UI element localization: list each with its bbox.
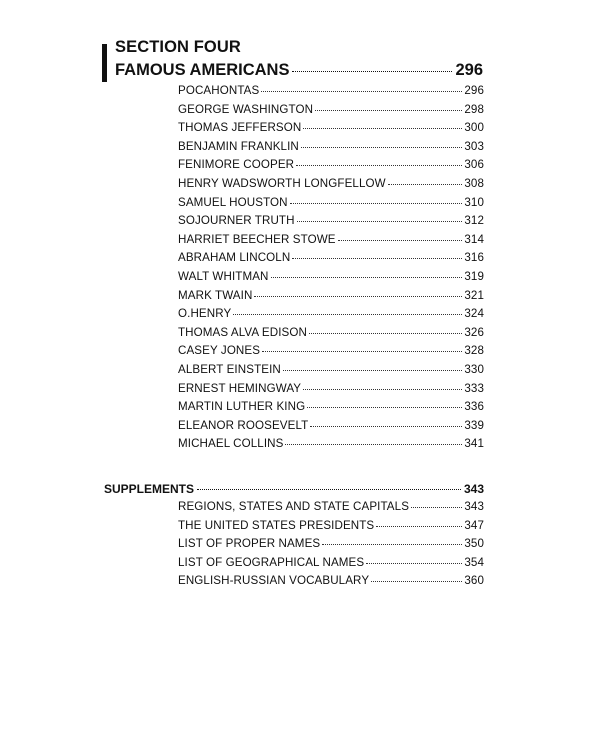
toc-entry[interactable] (178, 537, 484, 556)
famous-americans-list (178, 84, 484, 456)
dot-leader (261, 91, 462, 92)
toc-entry[interactable] (178, 251, 484, 270)
toc-entry-page-number: 312 (464, 214, 484, 228)
dot-leader (303, 389, 462, 390)
toc-entry-page-number: 341 (464, 437, 484, 451)
section-marker-bar (102, 44, 107, 82)
toc-entry[interactable] (178, 437, 484, 456)
toc-entry-page-number: 330 (464, 362, 484, 376)
toc-entry[interactable] (178, 400, 484, 419)
dot-leader (376, 526, 462, 527)
toc-entry[interactable] (178, 196, 484, 215)
toc-entry-title: MICHAEL COLLINS (178, 437, 284, 451)
section-page-number: 296 (455, 61, 483, 79)
toc-entry-title: ALBERT EINSTEIN (178, 362, 281, 376)
toc-entry-page-number: 360 (464, 574, 484, 588)
toc-entry-title: LIST OF GEOGRAPHICAL NAMES (178, 555, 365, 569)
dot-leader (307, 407, 462, 408)
toc-entry[interactable] (178, 140, 484, 159)
toc-entry-title: ERNEST HEMINGWAY (178, 381, 302, 395)
dot-leader (371, 581, 462, 582)
toc-entry-page-number: 339 (464, 418, 484, 432)
section-heading-row[interactable] (115, 61, 483, 80)
toc-entry-title: SOJOURNER TRUTH (178, 214, 295, 228)
supplements-list (178, 500, 484, 593)
toc-entry-page-number: 336 (464, 400, 484, 414)
toc-entry-page-number: 310 (464, 195, 484, 209)
toc-entry-title: O.HENRY (178, 307, 232, 321)
toc-entry[interactable] (178, 363, 484, 382)
toc-entry-page-number: 343 (464, 500, 484, 513)
toc-entry-page-number: 303 (464, 139, 484, 153)
toc-entry-page-number: 328 (464, 344, 484, 358)
dot-leader (262, 351, 462, 352)
section-label: SECTION FOUR (115, 38, 241, 56)
toc-entry-title: MARTIN LUTHER KING (178, 400, 306, 414)
dot-leader (310, 426, 462, 427)
dot-leader (315, 110, 462, 111)
supplements-title: SUPPLEMENTS (104, 482, 195, 496)
toc-entry-title: MARK TWAIN (178, 288, 253, 302)
toc-entry[interactable] (178, 289, 484, 308)
supplements-page-number: 343 (463, 482, 484, 496)
dot-leader (338, 240, 463, 241)
toc-entry-page-number: 308 (464, 176, 484, 190)
dot-leader (411, 507, 462, 508)
toc-entry[interactable] (178, 270, 484, 289)
dot-leader (283, 370, 462, 371)
toc-entry-title: THE UNITED STATES PRESIDENTS (178, 518, 375, 532)
dot-leader (285, 444, 462, 445)
toc-entry[interactable] (178, 556, 484, 575)
dot-leader (233, 314, 462, 315)
toc-entry-title: GEORGE WASHINGTON (178, 102, 314, 116)
toc-entry-title: WALT WHITMAN (178, 269, 269, 283)
toc-entry[interactable] (178, 307, 484, 326)
dot-leader (301, 147, 462, 148)
dot-leader (297, 221, 463, 222)
toc-entry[interactable] (178, 344, 484, 363)
dot-leader (303, 128, 462, 129)
toc-entry-page-number: 316 (464, 251, 484, 265)
toc-entry[interactable] (178, 574, 484, 593)
toc-entry-page-number: 354 (464, 555, 484, 569)
dot-leader (290, 203, 463, 204)
toc-entry-page-number: 298 (464, 102, 484, 116)
toc-entry-title: POCAHONTAS (178, 84, 260, 97)
dot-leader (271, 277, 463, 278)
toc-entry-title: LIST OF PROPER NAMES (178, 537, 321, 551)
toc-entry-page-number: 306 (464, 158, 484, 172)
supplements-heading-row[interactable] (104, 482, 484, 496)
dot-leader (292, 258, 462, 259)
section-title: FAMOUS AMERICANS (115, 61, 290, 79)
toc-entry[interactable] (178, 177, 484, 196)
toc-entry[interactable] (178, 519, 484, 538)
toc-entry-title: THOMAS ALVA EDISON (178, 325, 307, 339)
toc-entry-title: HARRIET BEECHER STOWE (178, 232, 336, 246)
toc-entry[interactable] (178, 103, 484, 122)
toc-entry-title: BENJAMIN FRANKLIN (178, 139, 299, 153)
toc-entry[interactable] (178, 214, 484, 233)
toc-entry-title: ABRAHAM LINCOLN (178, 251, 291, 265)
toc-entry[interactable] (178, 233, 484, 252)
toc-entry-title: ELEANOR ROOSEVELT (178, 418, 309, 432)
toc-entry-page-number: 350 (464, 537, 484, 551)
toc-entry-page-number: 321 (464, 288, 484, 302)
toc-entry-title: ENGLISH-RUSSIAN VOCABULARY (178, 574, 370, 588)
toc-entry-title: REGIONS, STATES AND STATE CAPITALS (178, 500, 410, 513)
toc-entry-page-number: 326 (464, 325, 484, 339)
toc-entry-page-number: 296 (464, 84, 484, 97)
dot-leader (322, 544, 462, 545)
dot-leader (254, 296, 462, 297)
dot-leader (292, 71, 452, 72)
toc-entry-page-number: 333 (464, 381, 484, 395)
toc-entry[interactable] (178, 500, 484, 519)
toc-entry-title: HENRY WADSWORTH LONGFELLOW (178, 176, 386, 190)
dot-leader (388, 184, 463, 185)
toc-entry-page-number: 319 (464, 269, 484, 283)
dot-leader (197, 489, 461, 490)
toc-entry-page-number: 347 (464, 518, 484, 532)
dot-leader (309, 333, 462, 334)
toc-entry-page-number: 300 (464, 121, 484, 135)
toc-entry-title: THOMAS JEFFERSON (178, 121, 302, 135)
toc-entry[interactable] (178, 382, 484, 401)
toc-entry[interactable] (178, 326, 484, 345)
toc-entry-title: CASEY JONES (178, 344, 261, 358)
toc-entry[interactable] (178, 419, 484, 438)
dot-leader (366, 563, 462, 564)
toc-entry-page-number: 324 (464, 307, 484, 321)
toc-entry-title: FENIMORE COOPER (178, 158, 295, 172)
toc-entry[interactable] (178, 84, 484, 103)
toc-entry[interactable] (178, 158, 484, 177)
toc-entry-page-number: 314 (464, 232, 484, 246)
dot-leader (296, 165, 462, 166)
toc-entry[interactable] (178, 121, 484, 140)
toc-entry-title: SAMUEL HOUSTON (178, 195, 288, 209)
